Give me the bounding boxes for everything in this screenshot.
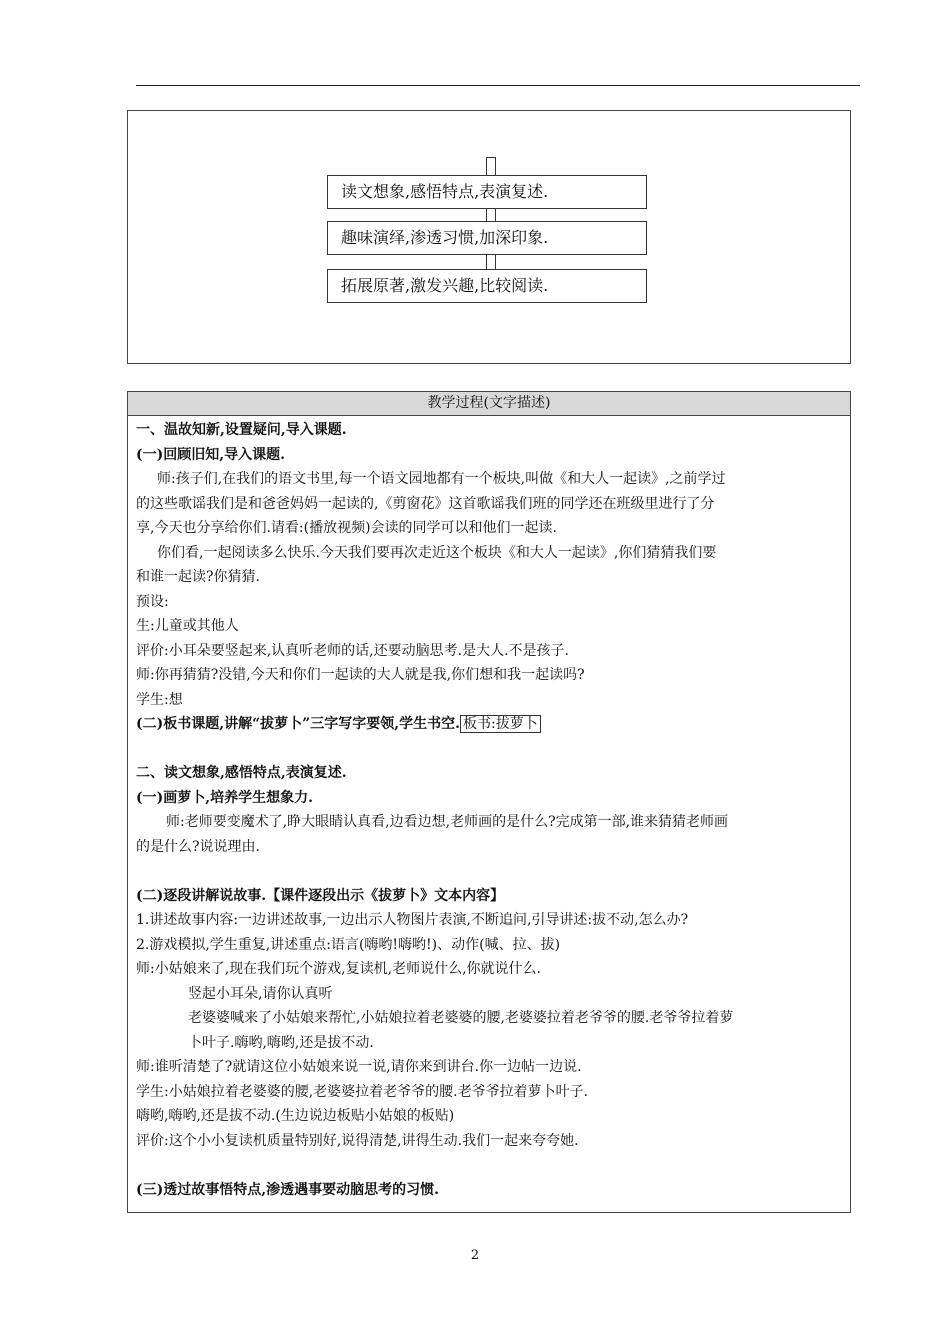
process-header: 教学过程(文字描述) [128,392,850,416]
quote-line: 竖起小耳朵,请你认真听 [188,985,333,1002]
section-1-1-title: (一)回顾旧知,导入课题. [136,446,285,463]
list-item: 1.讲述故事内容:一边讲述故事,一边出示人物图片表演,不断追问,引导讲述:拔不动,怎么办? [136,912,689,928]
paragraph-line: 的这些歌谣我们是和爸爸妈妈一起读的,《剪窗花》这首歌谣我们班的同学还在班级里进行了分 [136,495,715,512]
teacher-line: 师:你再猜猜?没错,今天和你们一起读的大人就是我,你们想和我一起读吗? [136,667,585,683]
evaluation: 评价:小耳朵要竖起来,认真听老师的话,还要动脑思考.是大人.不是孩子. [136,642,569,659]
paragraph-line: 享,今天也分享给你们.请看:(播放视频)会读的同学可以和他们一起读. [136,520,557,536]
flow-arrow-2 [486,208,496,222]
section-1-title: 一、温故知新,设置疑问,导入课题. [136,422,347,438]
paragraph-line: 和谁一起读?你猜猜. [136,569,260,585]
list-item: 2.游戏模拟,学生重复,讲述重点:语言(嗨哟!嗨哟!)、动作(喊、拉、拔) [136,936,561,953]
section-2-1-title: (一)画萝卜,培养学生想象力. [136,789,313,806]
teacher-line: 师:小姑娘来了,现在我们玩个游戏,复读机,老师说什么,你就说什么. [136,961,541,977]
flow-arrow-3 [486,254,496,270]
student-answer: 嗨哟,嗨哟,还是拔不动.(生边说边板贴小姑娘的板贴) [136,1108,455,1124]
quote-line: 老婆婆喊来了小姑娘来帮忙,小姑娘拉着老婆婆的腰,老婆婆拉着老爷爷的腰.老爷爷拉着萝 [188,1010,734,1026]
section-1-2-text: (二)板书课题,讲解“拔萝卜”三字写字要领,学生书空. [136,716,460,732]
student-answer: 学生:小姑娘拉着老婆婆的腰,老婆婆拉着老爷爷的腰.老爷爷拉着萝卜叶子. [136,1083,589,1100]
spacer [136,737,844,762]
board-note-box: 板书:拔萝卜 [460,715,541,733]
section-2-3-title: (三)透过故事悟特点,渗透遇事要动脑思考的习惯. [136,1181,439,1198]
flow-step-3: 拓展原著,激发兴趣,比较阅读. [327,269,647,303]
flow-step-1: 读文想象,感悟特点,表演复述. [327,175,647,209]
section-2-2-title: (二)逐段讲解说故事.【课件逐段出示《拔萝卜》文本内容】 [136,887,505,904]
flow-arrow-1 [486,157,496,177]
teacher-line: 师:谁听清楚了?就请这位小姑娘来说一说,请你来到讲台.你一边帖一边说. [136,1059,582,1075]
quote-line: 卜叶子.嗨哟,嗨哟,还是拔不动. [188,1034,374,1051]
spacer [136,859,844,884]
paragraph-line: 师:孩子们,在我们的语文书里,每一个语文园地都有一个板块,叫做《和大人一起读》,之前学过 [157,471,726,487]
student-answer: 学生:想 [136,691,183,708]
paragraph-line: 师:老师要变魔术了,睁大眼睛认真看,边看边想,老师画的是什么?完成第一部,谁来猜猜老师画 [166,814,729,830]
flow-step-2: 趣味演绎,渗透习惯,加深印象. [327,221,647,255]
process-body [136,418,844,1202]
spacer [136,1153,844,1178]
student-answer: 生:儿童或其他人 [136,618,239,634]
page-number: 2 [470,1248,480,1263]
paragraph-line: 的是什么?说说理由. [136,838,260,855]
header-rule [136,85,860,86]
section-1-2-title [136,712,844,737]
evaluation: 评价:这个小小复读机质量特别好,说得清楚,讲得生动.我们一起来夸夸她. [136,1132,579,1149]
teaching-process-table [127,391,851,1213]
preset-label: 预设: [136,593,169,610]
section-2-title: 二、读文想象,感悟特点,表演复述. [136,765,347,781]
paragraph-line: 你们看,一起阅读多么快乐.今天我们要再次走近这个板块《和大人一起读》,你们猜猜我们要 [157,544,717,561]
